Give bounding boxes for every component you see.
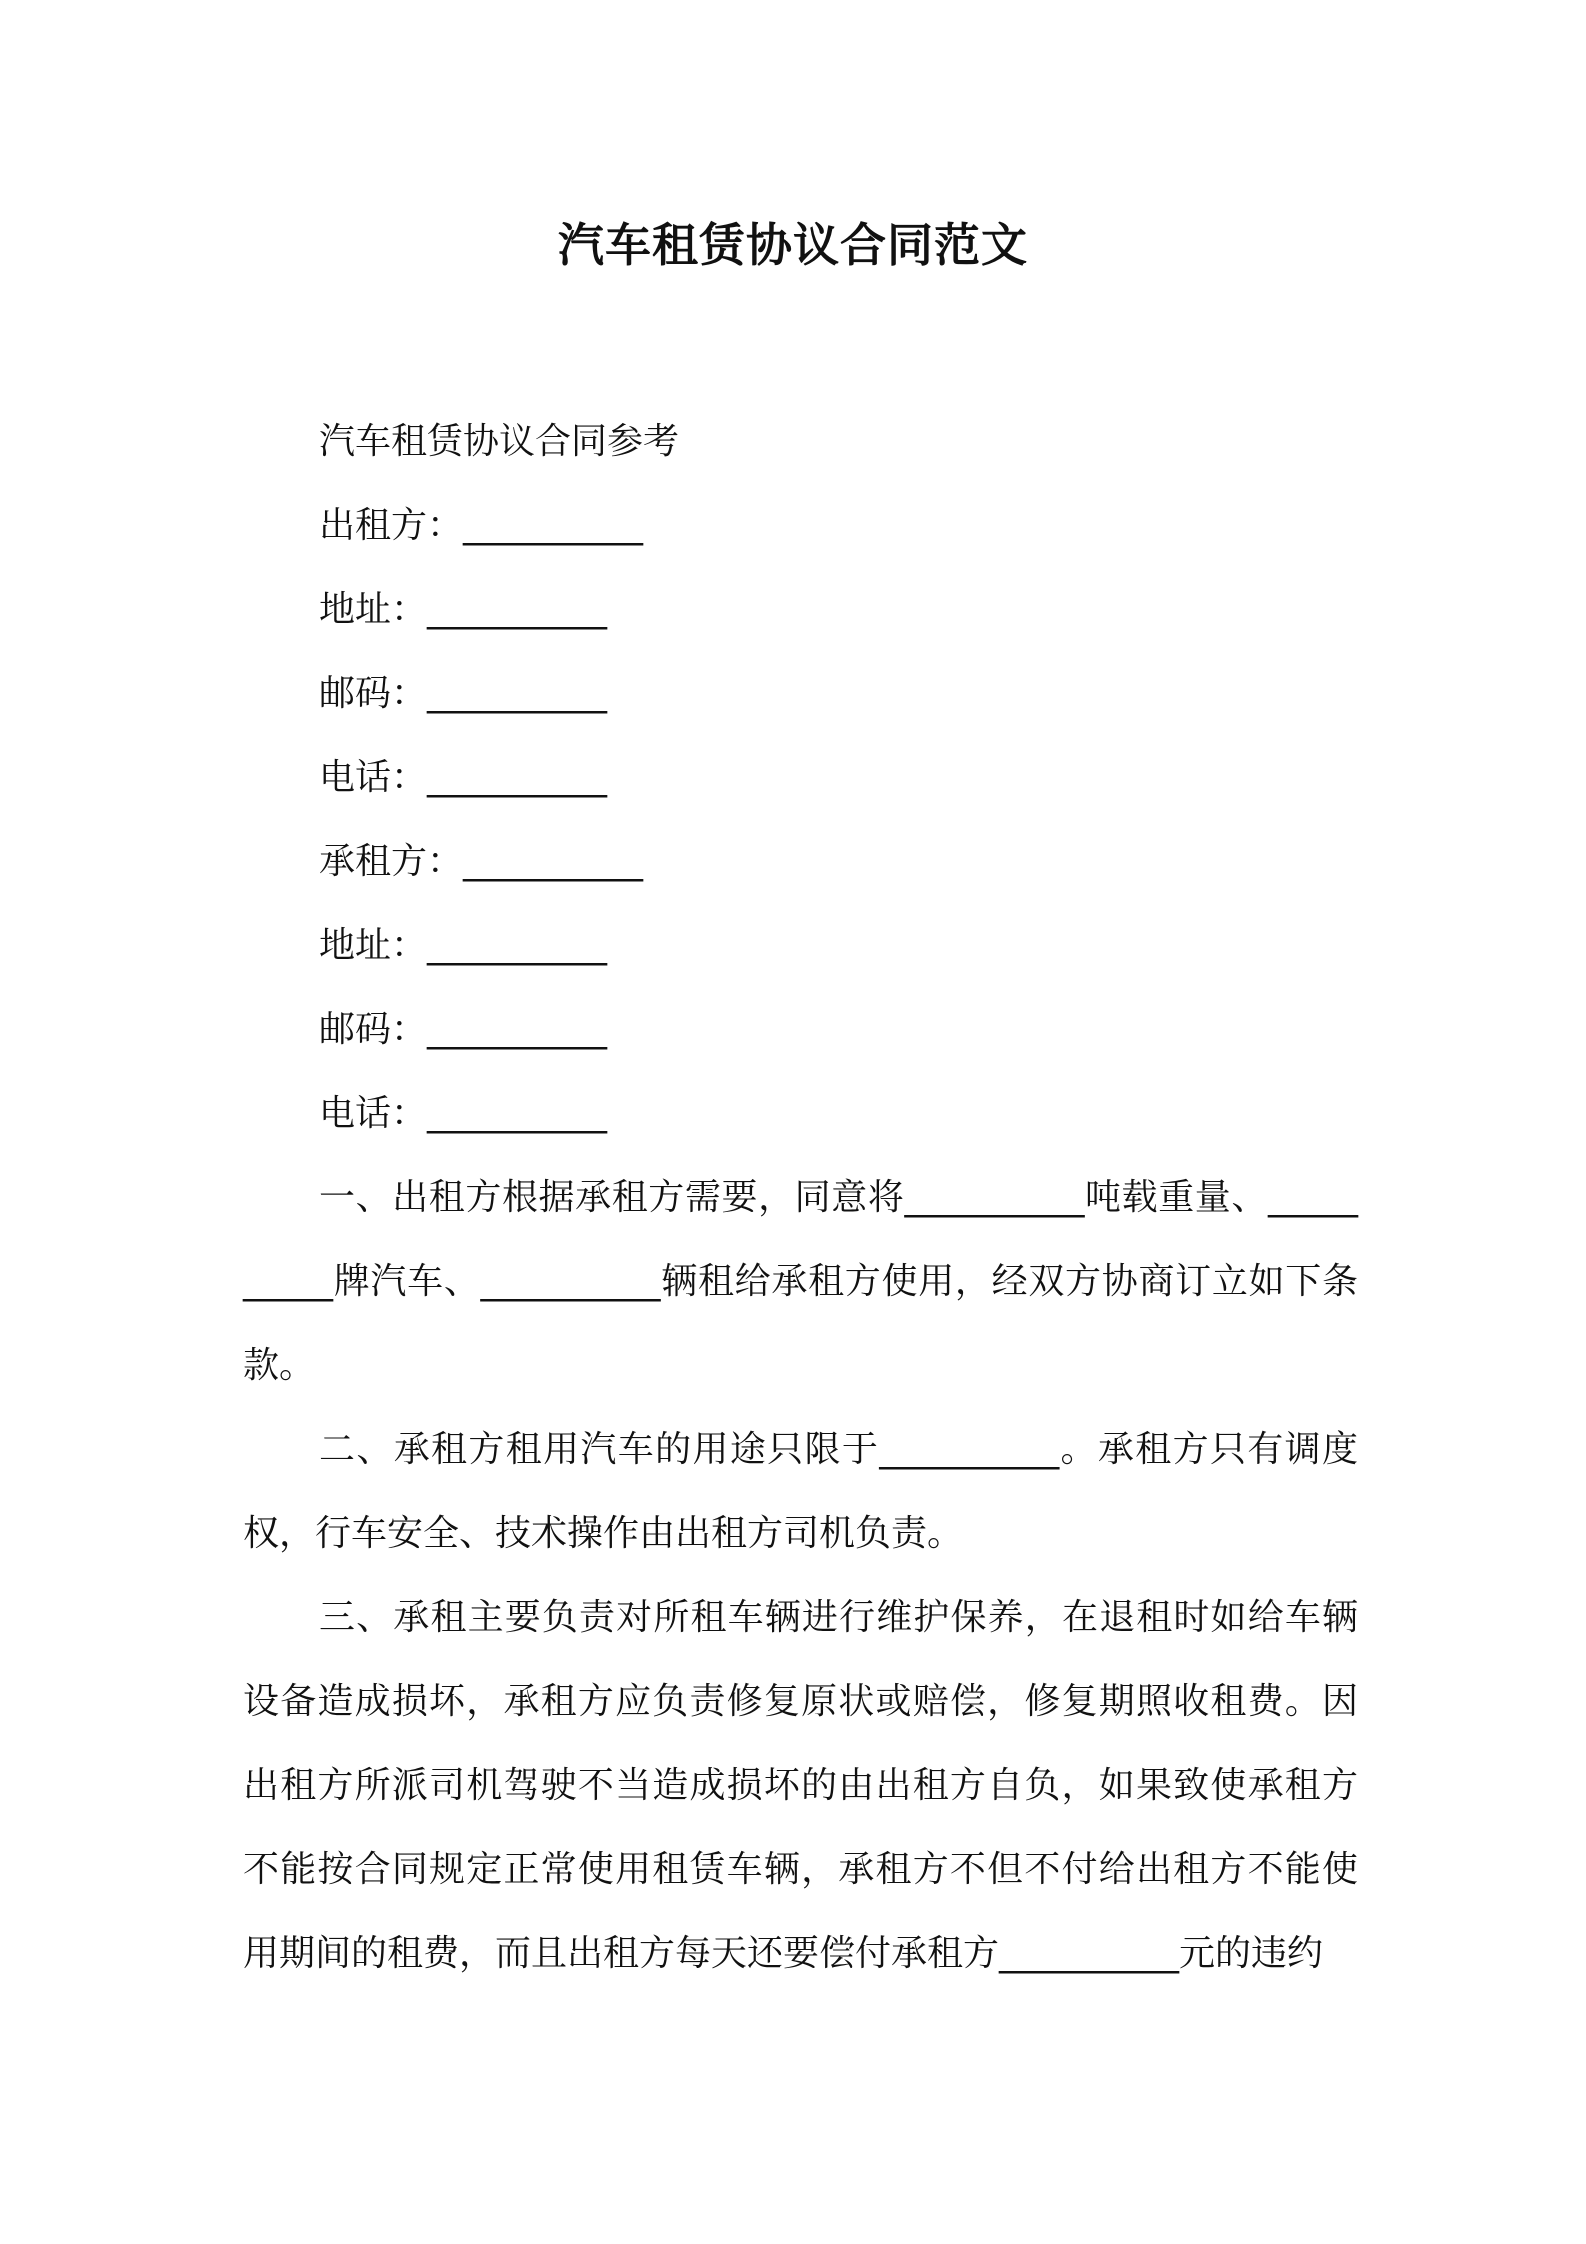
document-subtitle: 汽车租赁协议合同参考 xyxy=(319,421,680,462)
lessor-address-field: 地址：__________ xyxy=(319,589,608,630)
lessee-address-field: 地址：__________ xyxy=(319,925,608,966)
lessee-phone-field: 电话：__________ xyxy=(319,1093,608,1134)
lessee-postcode-field: 邮码：__________ xyxy=(319,1009,608,1050)
lessor-postcode-field: 邮码：__________ xyxy=(319,673,608,714)
lessor-phone-field: 电话：__________ xyxy=(319,757,608,798)
document-body xyxy=(243,400,1358,1996)
document-title: 汽车租赁协议合同范文 xyxy=(558,218,1028,272)
clause-1: 一、出租方根据承租方需要，同意将__________吨载重量、__________牌汽车、__________辆租给承租方使用，经双方协商订立如下条款。 xyxy=(243,1177,1358,1386)
lessee-name-field: 承租方：__________ xyxy=(319,841,644,882)
lessor-name-field: 出租方：__________ xyxy=(319,505,644,546)
clause-3: 三、承租主要负责对所租车辆进行维护保养，在退租时如给车辆设备造成损坏，承租方应负责修复原状或赔偿，修复期照收租费。因出租方所派司机驾驶不当造成损坏的由出租方自负，如果致使承租方不能按合同规定正常使用租赁车辆，承租方不但不付给出租方不能使用期间的租费，而且出租方每天还要偿付承租方__________元的违约 xyxy=(243,1597,1358,1974)
clause-2: 二、承租方租用汽车的用途只限于__________。承租方只有调度权，行车安全、技术操作由出租方司机负责。 xyxy=(243,1429,1358,1554)
